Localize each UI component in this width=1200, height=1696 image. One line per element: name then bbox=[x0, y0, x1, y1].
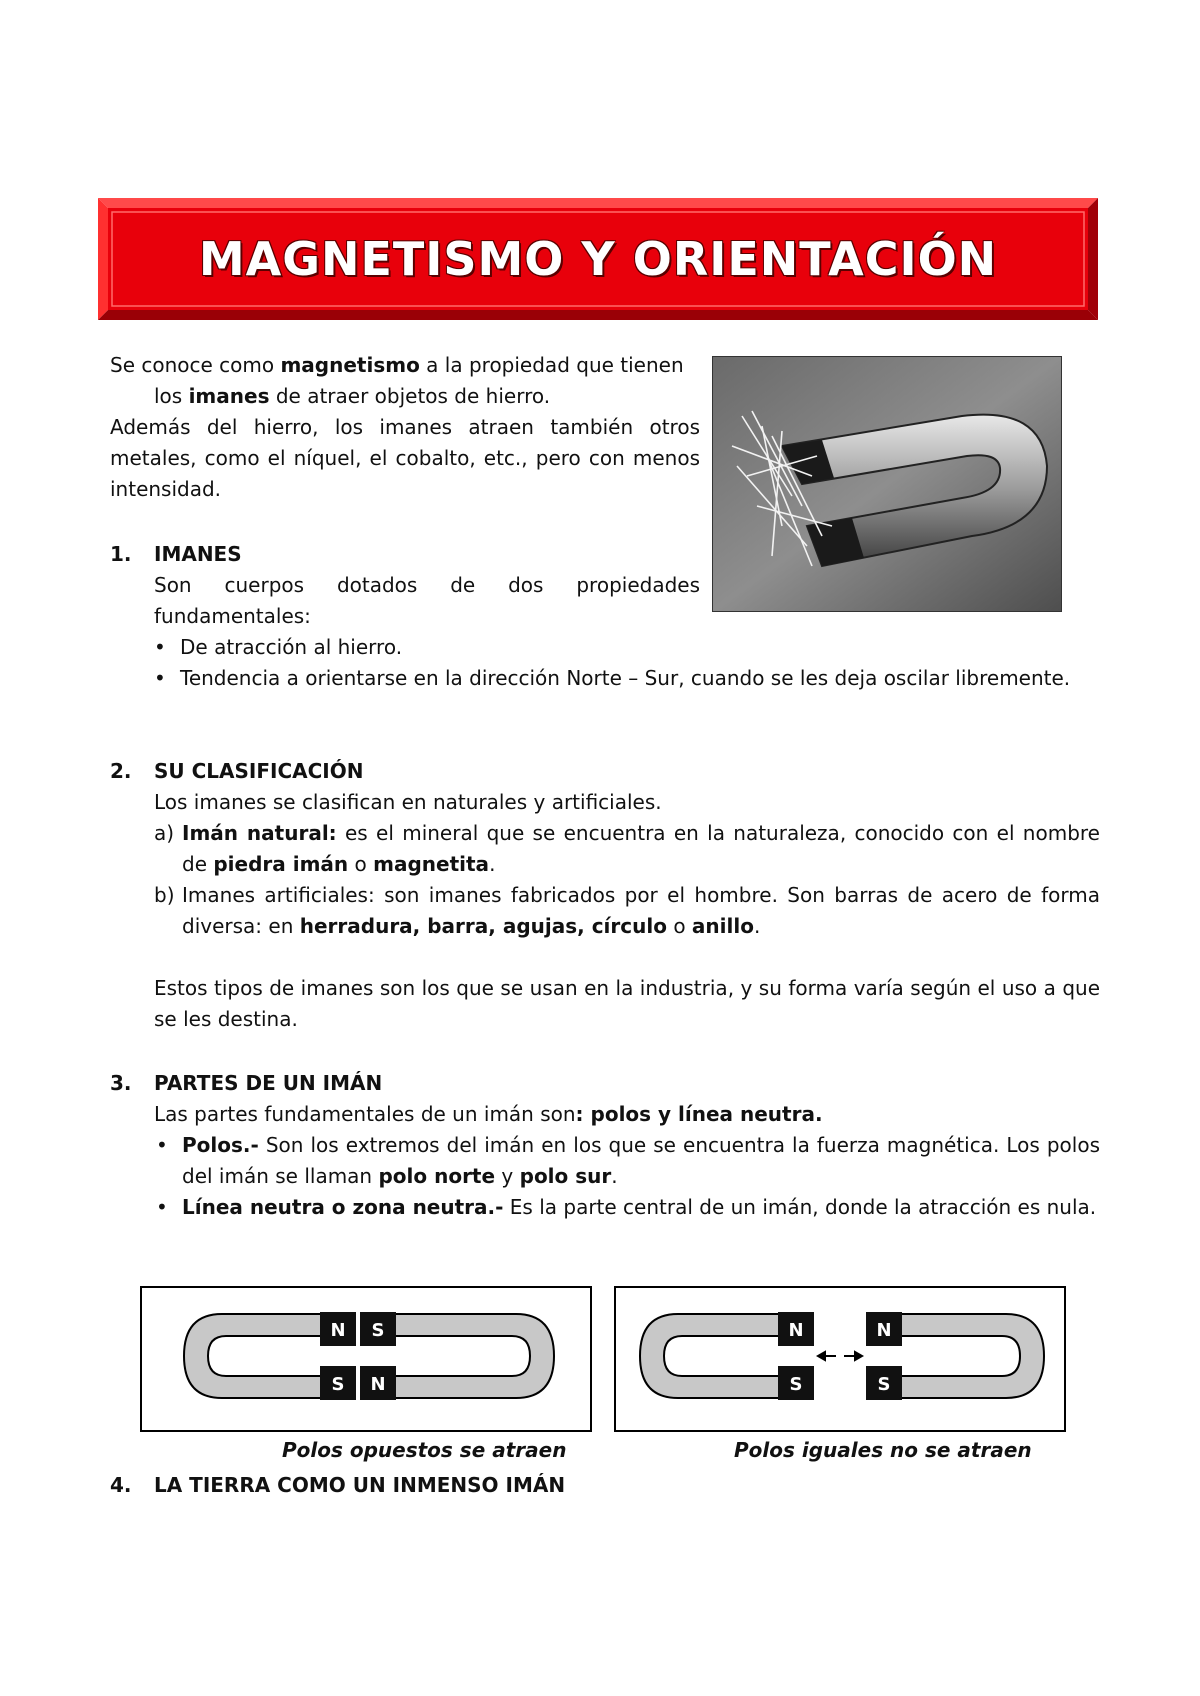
list-item: • Línea neutra o zona neutra.- Es la parte central de un imán, donde la atracción es nula. bbox=[154, 1192, 1100, 1223]
section-number: 4. bbox=[110, 1473, 132, 1497]
diagram-like-poles bbox=[614, 1286, 1066, 1432]
section-number: 1. bbox=[110, 542, 132, 566]
term-imanes: imanes bbox=[188, 384, 270, 408]
section-imanes bbox=[110, 539, 1100, 694]
pole-label-s: S bbox=[331, 1374, 345, 1395]
section-clasificacion bbox=[110, 756, 1100, 1035]
intro-paragraph: Se conoce como magnetismo a la propiedad que tienen los imanes de atraer objetos de hierro. Además del hierro, los imanes atraen también otros metales, como el níquel, el cobalto, etc., pero con menos intensidad. bbox=[110, 350, 700, 505]
intro-second-paragraph: Además del hierro, los imanes atraen también otros metales, como el níquel, el cobalto, etc., pero con menos intensidad. bbox=[110, 415, 700, 501]
pole-label-s: S bbox=[371, 1320, 385, 1341]
section-text: Las partes fundamentales de un imán son: polos y línea neutra. bbox=[154, 1102, 823, 1126]
section-number: 3. bbox=[110, 1071, 132, 1095]
section-title: IMANES bbox=[154, 542, 242, 566]
section-text: Los imanes se clasifican en naturales y artificiales. bbox=[154, 790, 662, 814]
list-item: • Polos.- Son los extremos del imán en los que se encuentra la fuerza magnética. Los polos del imán se llaman polo norte y polo sur. bbox=[154, 1130, 1100, 1192]
page-title: MAGNETISMO Y ORIENTACIÓN bbox=[198, 232, 998, 286]
list-item: b) Imanes artificiales: son imanes fabricados por el hombre. Son barras de acero de forma diversa: en herradura, barra, agujas, círculo o anillo. bbox=[154, 883, 1100, 938]
section-title: PARTES DE UN IMÁN bbox=[154, 1071, 383, 1095]
pole-label-n: N bbox=[370, 1374, 386, 1395]
diagram-opposite-poles bbox=[140, 1286, 592, 1432]
section-title: SU CLASIFICACIÓN bbox=[154, 759, 364, 783]
title-banner bbox=[98, 198, 1098, 320]
section-note: Estos tipos de imanes son los que se usan en la industria, y su forma varía según el uso a que se les destina. bbox=[154, 976, 1100, 1031]
term-magnetismo: magnetismo bbox=[280, 353, 420, 377]
list-item: • De atracción al hierro. bbox=[152, 632, 1100, 663]
list-item: • Tendencia a orientarse en la dirección Norte – Sur, cuando se les deja oscilar libremente. bbox=[152, 663, 1100, 694]
section-title: LA TIERRA COMO UN INMENSO IMÁN bbox=[154, 1473, 566, 1497]
pole-label-n: N bbox=[330, 1320, 346, 1341]
section-number: 2. bbox=[110, 759, 132, 783]
section-partes-iman bbox=[110, 1068, 1100, 1223]
pole-label-s: S bbox=[877, 1374, 891, 1395]
pole-label-n: N bbox=[876, 1320, 892, 1341]
list-item: a) Imán natural: es el mineral que se encuentra en la naturaleza, conocido con el nombre de piedra imán o magnetita. bbox=[154, 821, 1100, 876]
section-tierra-iman bbox=[110, 1470, 1100, 1501]
pole-label-n: N bbox=[788, 1320, 804, 1341]
caption-like-poles: Polos iguales no se atraen bbox=[734, 1438, 1032, 1462]
caption-opposite-poles: Polos opuestos se atraen bbox=[282, 1438, 567, 1462]
pole-label-s: S bbox=[789, 1374, 803, 1395]
section-text: Son cuerpos dotados de dos propiedades fundamentales: bbox=[154, 573, 700, 628]
